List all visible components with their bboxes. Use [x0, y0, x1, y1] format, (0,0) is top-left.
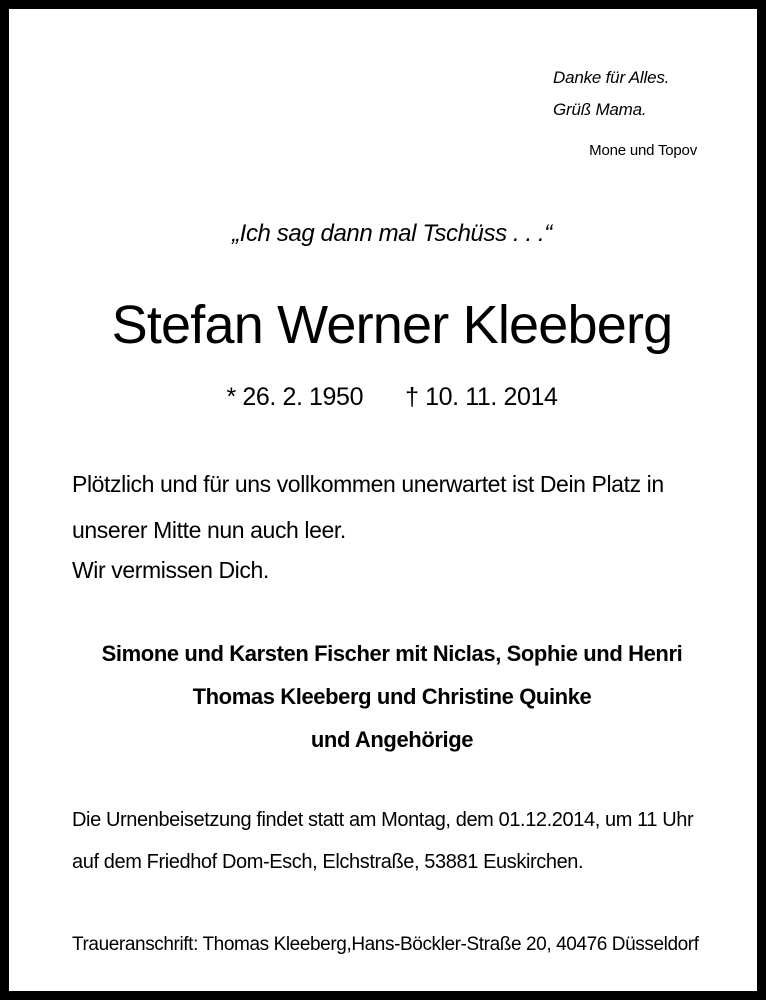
dedication-line-2: Grüß Mama.	[553, 100, 647, 119]
birth-date: * 26. 2. 1950	[226, 383, 364, 411]
funeral-info-line-1: Die Urnenbeisetzung findet statt am Montag, dem 01.12.2014, um 11 Uhr	[72, 809, 694, 831]
dedication-signature: Mone und Topov	[589, 142, 697, 159]
deceased-name: Stefan Werner Kleeberg	[111, 295, 673, 355]
message-line-3: Wir vermissen Dich.	[72, 557, 269, 583]
mourner-line-3: und Angehörige	[310, 727, 474, 752]
message-line-1: Plötzlich und für uns vollkommen unerwartet ist Dein Platz in	[72, 471, 664, 497]
dedication-line-1: Danke für Alles.	[553, 68, 670, 87]
mourner-line-2: Thomas Kleeberg und Christine Quinke	[192, 684, 592, 709]
life-dates	[9, 383, 766, 412]
death-date: † 10. 11. 2014	[405, 383, 558, 411]
funeral-info-line-2: auf dem Friedhof Dom-Esch, Elchstraße, 53881 Euskirchen.	[72, 851, 584, 873]
message-line-2: unserer Mitte nun auch leer.	[72, 517, 346, 543]
mourner-line-1: Simone und Karsten Fischer mit Niclas, Sophie und Henri	[101, 641, 683, 666]
farewell-quote: „Ich sag dann mal Tschüss . . .“	[232, 220, 552, 247]
mourning-address: Traueranschrift: Thomas Kleeberg,Hans-Böckler-Straße 20, 40476 Düsseldorf	[72, 934, 699, 955]
